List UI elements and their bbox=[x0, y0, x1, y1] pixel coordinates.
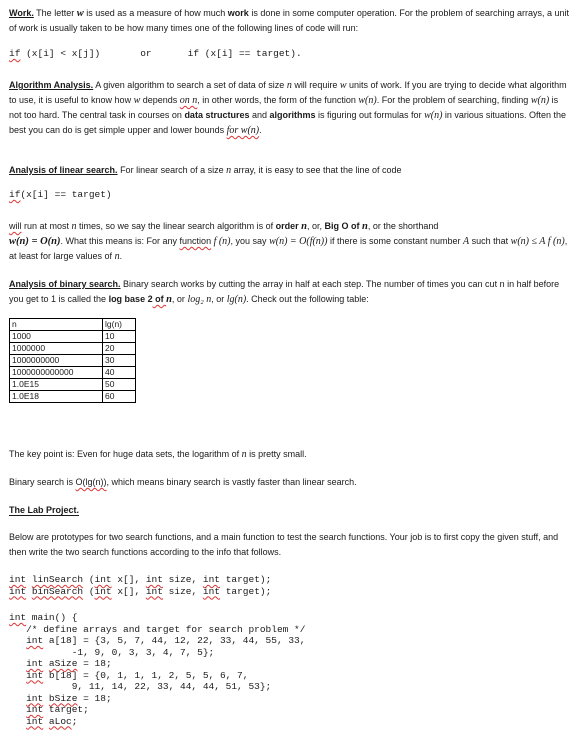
table-header-lgn: lg(n) bbox=[103, 319, 136, 331]
linear-heading: Analysis of linear search. bbox=[9, 165, 118, 175]
main-signature: int main() { bbox=[9, 612, 78, 623]
prototype-block bbox=[9, 574, 271, 597]
binary-paragraph: Analysis of binary search. Binary search works by cutting the array in half at each step. The number of times you can cut n in half before you get to 1 is called the log base 2 of n, or log₂ n, or lg(n). Check out the following table: bbox=[9, 279, 560, 305]
table-cell: 30 bbox=[103, 355, 136, 367]
table-cell: 1000000 bbox=[10, 343, 103, 355]
work-code-line: if (x[i] < x[j]) or if (x[i] == target). bbox=[9, 48, 302, 59]
table-cell: 20 bbox=[103, 343, 136, 355]
table-row bbox=[10, 343, 136, 355]
table-cell: 50 bbox=[103, 379, 136, 391]
table-row bbox=[10, 355, 136, 367]
table-header-row bbox=[10, 319, 136, 331]
table-row bbox=[10, 379, 136, 391]
work-paragraph: Work. The letter w is used as a measure of how much work is done in some computer operation. For the problem of searching arrays, a unit of work is usually taken to be how many times one of the following lines of code will run: bbox=[9, 8, 569, 33]
algorithm-heading: Algorithm Analysis. bbox=[9, 80, 94, 90]
table-row bbox=[10, 367, 136, 379]
algorithm-paragraph: Algorithm Analysis. A given algorithm to search a set of data of size n will require w units of work. If you are trying to decide what algorithm to use, it is useful to know how w depends on n, in other words, the form of the function w(n). For the problem of searching, finding w(n) is not too hard. The central task in courses on data structures and algorithms is figuring out formulas for w(n) in various situations. Often the best you can do is get simple upper and lower bounds for w(n). bbox=[9, 80, 567, 136]
table-cell: 1000 bbox=[10, 331, 103, 343]
main-function-block bbox=[9, 612, 305, 727]
main-aloc: int aLoc; bbox=[26, 715, 78, 727]
binary-heading: Analysis of binary search. bbox=[9, 279, 121, 289]
table-cell: 1.0E15 bbox=[10, 379, 103, 391]
main-array-a: int a[18] = {3, 5, 7, 44, 12, 22, 33, 44, 55, 33, bbox=[26, 635, 306, 646]
table-cell: 1000000000 bbox=[10, 355, 103, 367]
main-target: int target; bbox=[26, 704, 89, 715]
table-cell: 40 bbox=[103, 367, 136, 379]
linear-paragraph: Analysis of linear search. For linear search of a size n array, it is easy to see that the line of code bbox=[9, 165, 402, 176]
table-cell: 60 bbox=[103, 391, 136, 403]
table-row bbox=[10, 391, 136, 403]
main-array-b: int b[18] = {0, 1, 1, 1, 2, 5, 5, 6, 7, bbox=[26, 669, 249, 681]
lab-heading: The Lab Project. bbox=[9, 505, 80, 515]
main-array-a-cont: -1, 9, 0, 3, 3, 4, 7, 5}; bbox=[9, 646, 215, 658]
work-heading: Work. bbox=[9, 8, 34, 18]
prototype-line-binsearch: int binSearch (int x[], int size, int target); bbox=[9, 585, 272, 597]
table-cell: 10 bbox=[103, 331, 136, 343]
table-header-n: n bbox=[10, 319, 103, 331]
key-point-paragraph: The key point is: Even for huge data sets, the logarithm of n is pretty small. bbox=[9, 449, 307, 460]
lab-paragraph: Below are prototypes for two search functions, and a main function to test the search functions. Your job is to first copy the given stuff, and then write the two search functions according to the info that follows. bbox=[9, 532, 559, 557]
log-table bbox=[9, 318, 136, 403]
table-row bbox=[10, 331, 136, 343]
main-bsize: int bSize = 18; bbox=[26, 692, 112, 704]
main-asize: int aSize = 18; bbox=[26, 658, 112, 669]
table-cell: 1.0E18 bbox=[10, 391, 103, 403]
main-array-b-cont: 9, 11, 14, 22, 33, 44, 44, 51, 53}; bbox=[9, 681, 272, 692]
table-cell: 1000000000000 bbox=[10, 367, 103, 379]
main-comment: /* define arrays and target for search problem */ bbox=[9, 623, 306, 635]
prototype-line-linsearch: int linSearch (int x[], int size, int target); bbox=[9, 574, 272, 585]
binary-order-paragraph: Binary search is O(lg(n)), which means binary search is vastly faster than linear search. bbox=[9, 477, 357, 487]
linear-order-paragraph: will run at most n times, so we say the linear search algorithm is of order n, or, Big O of n, or the shorthand w(n) = O(n). What this means is: For any function f (n), you say w(n) = O(f(n)) if there is some constant number A such that w(n) ≤ A f (n), at least for large values of n. bbox=[9, 221, 568, 262]
linear-code-line: if(x[i] == target) bbox=[9, 189, 112, 200]
